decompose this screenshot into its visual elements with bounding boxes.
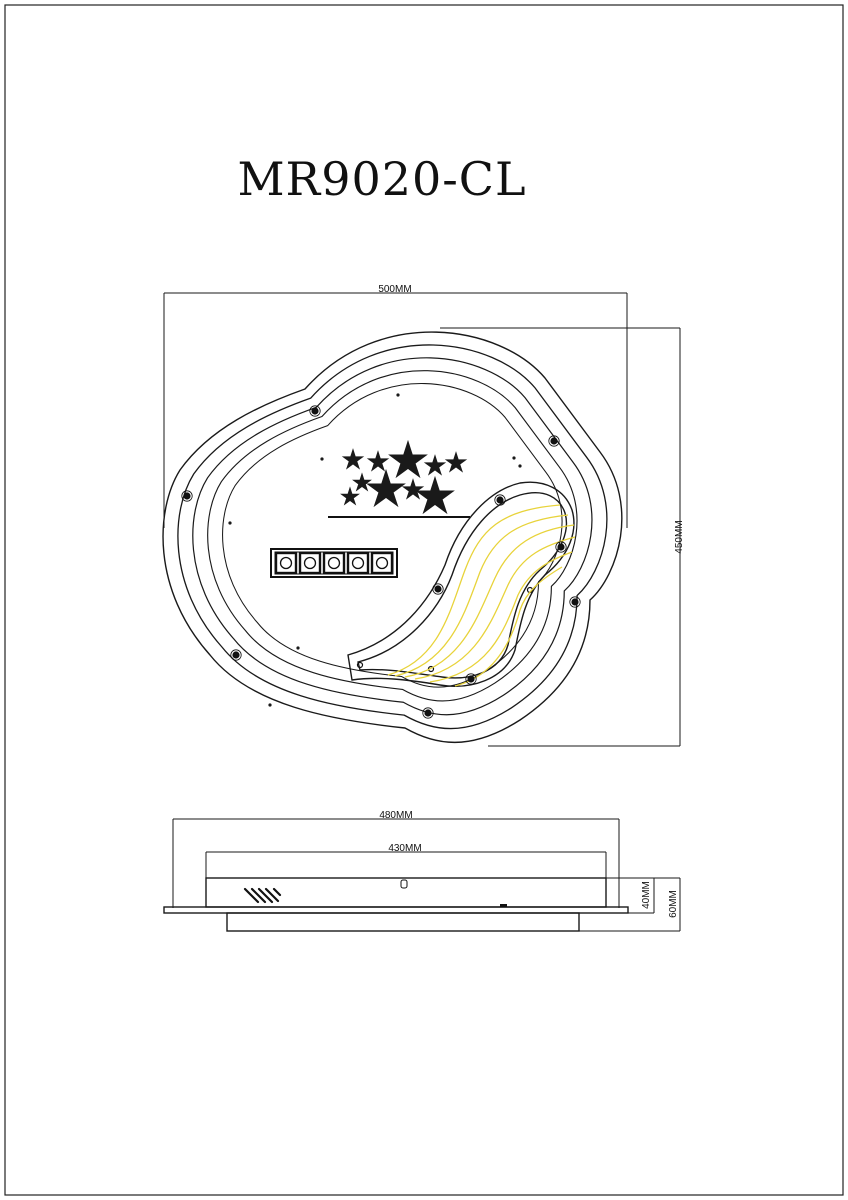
contour-ring-5: [223, 384, 563, 688]
outer-width-dimension: [173, 810, 619, 908]
inner-width-label: 430MM: [388, 843, 422, 854]
star-decoration-group: [346, 453, 460, 503]
crystal-cell: [300, 553, 320, 573]
screw-icon: [495, 495, 505, 505]
wave-panel-inner: [358, 493, 566, 678]
width-label: 500MM: [378, 284, 412, 295]
outer-width-label: 480MM: [379, 810, 413, 821]
star-icon: [431, 462, 440, 470]
crystal-cell: [348, 553, 368, 573]
screw-icon: [466, 674, 476, 684]
height-label: 450MM: [674, 520, 685, 554]
led-glow-lines: [388, 505, 575, 686]
body-height-label: 40MM: [641, 881, 652, 909]
width-dimension: [164, 284, 627, 528]
mounting-screws: [182, 406, 580, 718]
outer-contour: [163, 332, 622, 742]
crystal-cell: [372, 553, 392, 573]
height-dimensions: [579, 878, 680, 931]
contour-ring-4: [208, 371, 577, 701]
total-height-label: 60MM: [668, 890, 679, 918]
vent-slots: [245, 889, 280, 902]
star-icon: [427, 489, 442, 503]
contour-ring-1: [163, 332, 622, 742]
wave-panel: [348, 482, 575, 686]
star-icon: [378, 482, 393, 496]
top-view: [163, 284, 685, 746]
fixture-body: [206, 878, 606, 907]
fixture-diffuser: [227, 913, 579, 931]
star-icon: [400, 453, 415, 467]
star-icon: [349, 456, 358, 464]
side-view: [164, 810, 680, 931]
star-icon: [374, 458, 383, 466]
star-icon: [409, 486, 418, 494]
fixture-base-plate: [164, 907, 628, 913]
crystal-cell: [324, 553, 344, 573]
star-icon: [358, 479, 366, 486]
body-marker: [500, 904, 507, 907]
crystal-strip: [271, 549, 397, 577]
star-icon: [452, 459, 461, 467]
screw-icon: [433, 584, 443, 594]
crystal-cell: [276, 553, 296, 573]
star-icon: [346, 493, 354, 500]
screw-icon: [231, 650, 241, 660]
inner-width-dimension: [206, 843, 606, 878]
screw-icon: [570, 597, 580, 607]
wave-panel-outline: [348, 482, 574, 686]
model-title: MR9020-CL: [237, 152, 527, 206]
body-marker: [401, 880, 407, 888]
